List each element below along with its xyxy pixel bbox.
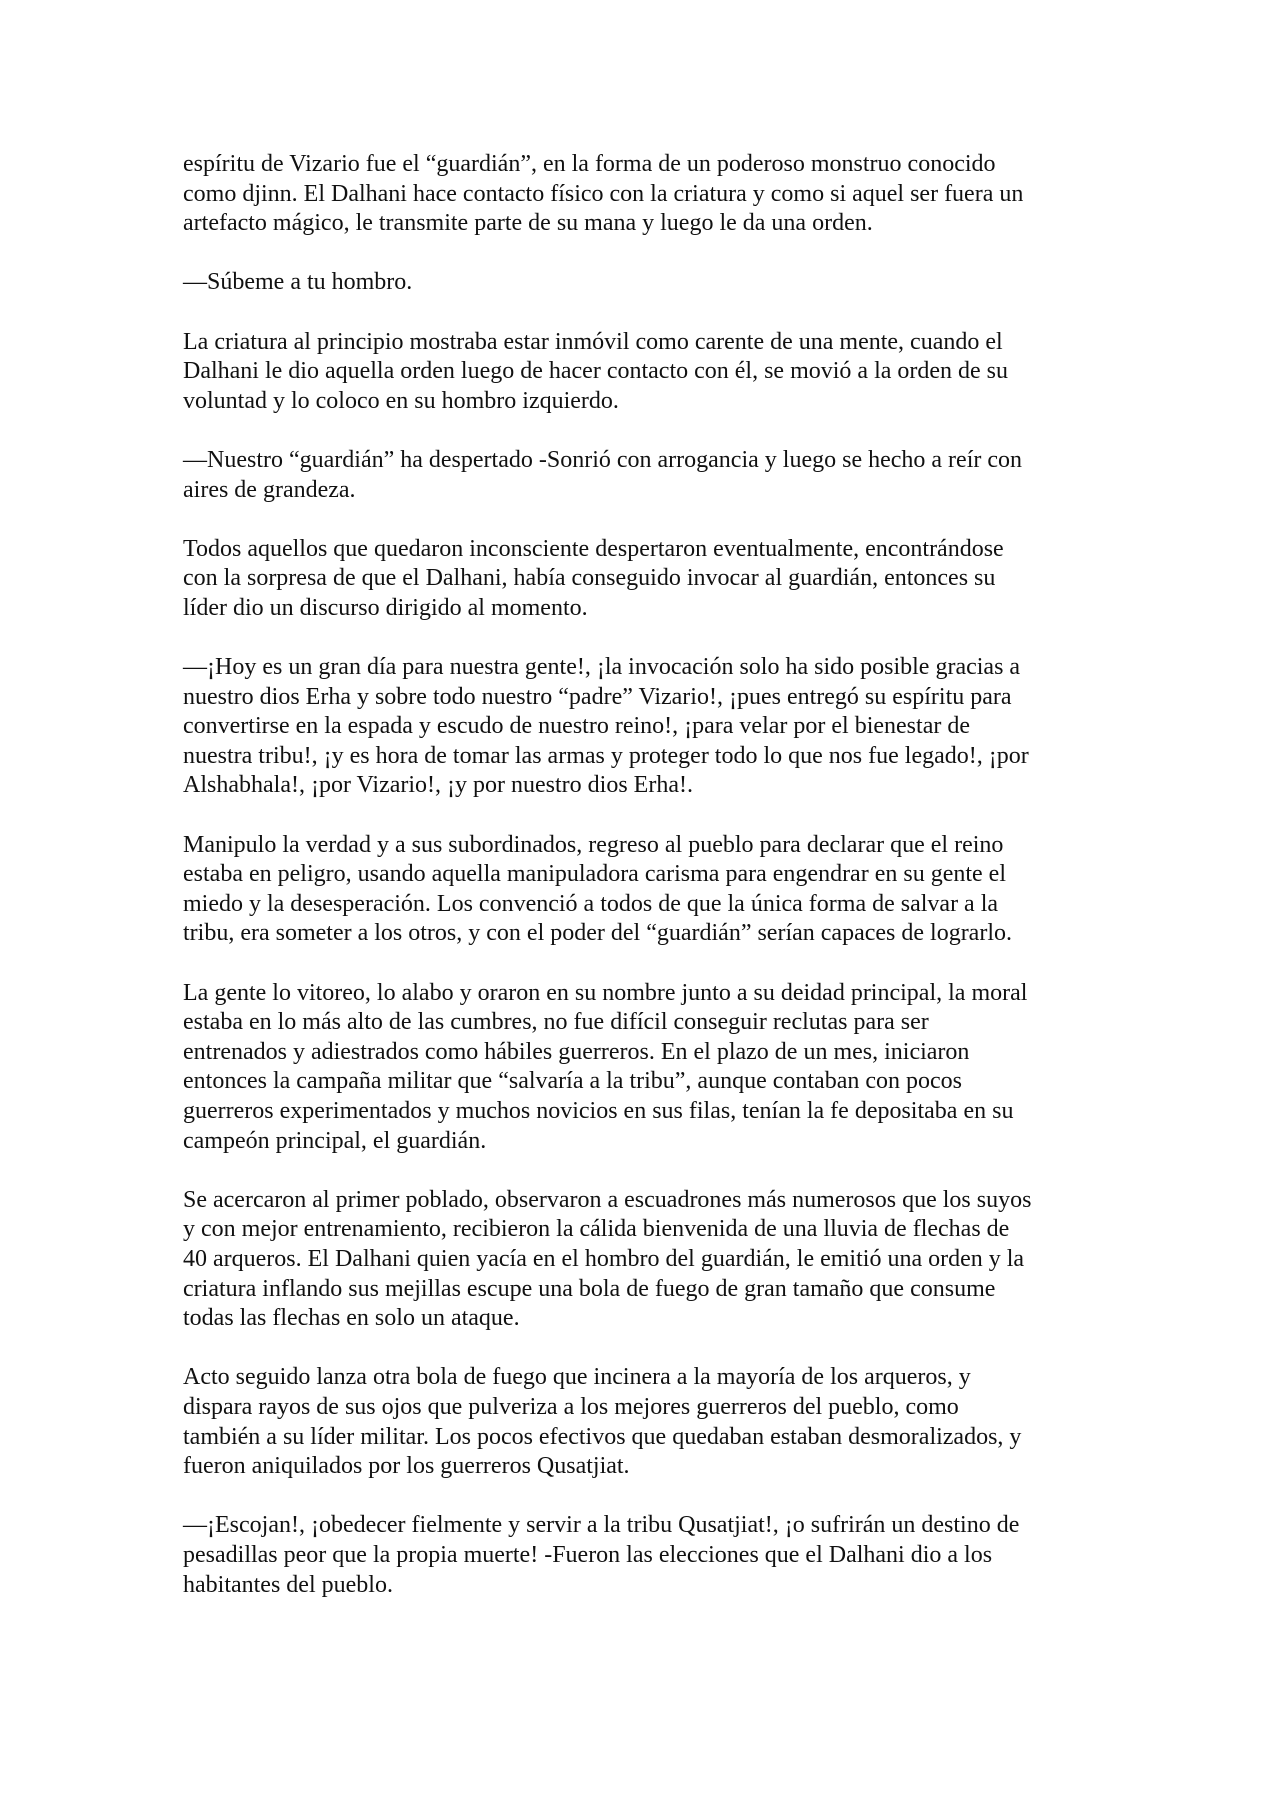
paragraph bbox=[183, 535, 1113, 624]
text-line: miedo y la desesperación. Los convenció a todos de que la única forma de salvar a la bbox=[183, 890, 999, 917]
text-line: Se acercaron al primer poblado, observaron a escuadrones más numerosos que los suyos bbox=[183, 1186, 1032, 1213]
text-line: espíritu de Vizario fue el “guardián”, en la forma de un poderoso monstruo conocido bbox=[183, 151, 996, 177]
paragraph bbox=[183, 979, 1113, 1157]
text-line: nuestro dios Erha y sobre todo nuestro “padre” Vizario!, ¡pues entregó su espíritu para bbox=[183, 683, 1012, 710]
text-line: —Súbeme a tu hombro. bbox=[183, 269, 413, 296]
text-line: guerreros experimentados y muchos novicios en sus filas, tenían la fe depositaba en su bbox=[183, 1098, 1014, 1124]
text-line: Manipulo la verdad y a sus subordinados, regreso al pueblo para declarar que el reino bbox=[183, 831, 1004, 858]
text-line: pesadillas peor que la propia muerte! -Fueron las elecciones que el Dalhani dio a los bbox=[183, 1541, 993, 1568]
text-line: artefacto mágico, le transmite parte de su mana y luego le da una orden. bbox=[183, 210, 873, 237]
text-line: Todos aquellos que quedaron inconsciente despertaron eventualmente, encontrándose bbox=[183, 535, 1004, 562]
text-line: aires de grandeza. bbox=[183, 476, 356, 503]
text-line: entrenados y adiestrados como hábiles guerreros. En el plazo de un mes, iniciaron bbox=[183, 1038, 970, 1065]
text-line: dispara rayos de sus ojos que pulveriza a los mejores guerreros del pueblo, como bbox=[183, 1393, 959, 1420]
text-line: criatura inflando sus mejillas escupe una bola de fuego de gran tamaño que consume bbox=[183, 1275, 996, 1302]
text-line: —¡Hoy es un gran día para nuestra gente!, ¡la invocación solo ha sido posible gracias a bbox=[183, 654, 1021, 681]
text-line: también a su líder militar. Los pocos efectivos que quedaban estaban desmoralizados, y bbox=[183, 1423, 1022, 1450]
text-line: habitantes del pueblo. bbox=[183, 1571, 393, 1598]
dialogue-paragraph bbox=[183, 1511, 1113, 1600]
paragraph bbox=[183, 150, 1113, 239]
text-line: entonces la campaña militar que “salvaría a la tribu”, aunque contaban con pocos bbox=[183, 1068, 963, 1095]
text-line: —¡Escojan!, ¡obedecer fielmente y servir a la tribu Qusatjiat!, ¡o sufrirán un destino de bbox=[183, 1512, 1020, 1539]
dialogue-paragraph bbox=[183, 268, 1113, 298]
dialogue-paragraph bbox=[183, 446, 1113, 505]
paragraph bbox=[183, 1363, 1113, 1481]
text-line: todas las flechas en solo un ataque. bbox=[183, 1305, 520, 1332]
text-line: estaba en lo más alto de las cumbres, no fue difícil conseguir reclutas para ser bbox=[183, 1009, 929, 1036]
text-line: estaba en peligro, usando aquella manipuladora carisma para engendrar en su gente el bbox=[183, 861, 1006, 888]
text-line: La criatura al principio mostraba estar inmóvil como carente de una mente, cuando el bbox=[183, 328, 1003, 355]
text-line: —Nuestro “guardián” ha despertado -Sonrió con arrogancia y luego se hecho a reír con bbox=[183, 446, 1023, 473]
text-line: fueron aniquilados por los guerreros Qusatjiat. bbox=[183, 1453, 630, 1480]
text-line: Alshabhala!, ¡por Vizario!, ¡y por nuestro dios Erha!. bbox=[183, 772, 693, 799]
paragraph bbox=[183, 1186, 1113, 1334]
dialogue-paragraph bbox=[183, 653, 1113, 801]
text-line: La gente lo vitoreo, lo alabo y oraron en su nombre junto a su deidad principal, la moral bbox=[183, 979, 1028, 1006]
text-line: campeón principal, el guardián. bbox=[183, 1127, 487, 1154]
text-line: voluntad y lo coloco en su hombro izquierdo. bbox=[183, 387, 619, 414]
paragraph bbox=[183, 831, 1113, 949]
text-line: nuestra tribu!, ¡y es hora de tomar las armas y proteger todo lo que nos fue legado!, ¡por bbox=[183, 742, 1029, 769]
text-line: y con mejor entrenamiento, recibieron la cálida bienvenida de una lluvia de flechas de bbox=[183, 1216, 1010, 1243]
text-line: como djinn. El Dalhani hace contacto físico con la criatura y como si aquel ser fuera un bbox=[183, 180, 1024, 207]
text-line: con la sorpresa de que el Dalhani, había conseguido invocar al guardián, entonces su bbox=[183, 565, 996, 592]
document-page bbox=[183, 150, 1113, 1630]
text-line: convertirse en la espada y escudo de nuestro reino!, ¡para velar por el bienestar de bbox=[183, 713, 970, 740]
text-line: Dalhani le dio aquella orden luego de hacer contacto con él, se movió a la orden de su bbox=[183, 358, 1009, 385]
text-line: 40 arqueros. El Dalhani quien yacía en el hombro del guardián, le emitió una orden y la bbox=[183, 1245, 1025, 1272]
paragraph bbox=[183, 328, 1113, 417]
text-line: líder dio un discurso dirigido al momento. bbox=[183, 594, 588, 621]
text-line: Acto seguido lanza otra bola de fuego que incinera a la mayoría de los arqueros, y bbox=[183, 1364, 971, 1391]
text-line: tribu, era someter a los otros, y con el poder del “guardián” serían capaces de lograrlo. bbox=[183, 920, 1012, 947]
